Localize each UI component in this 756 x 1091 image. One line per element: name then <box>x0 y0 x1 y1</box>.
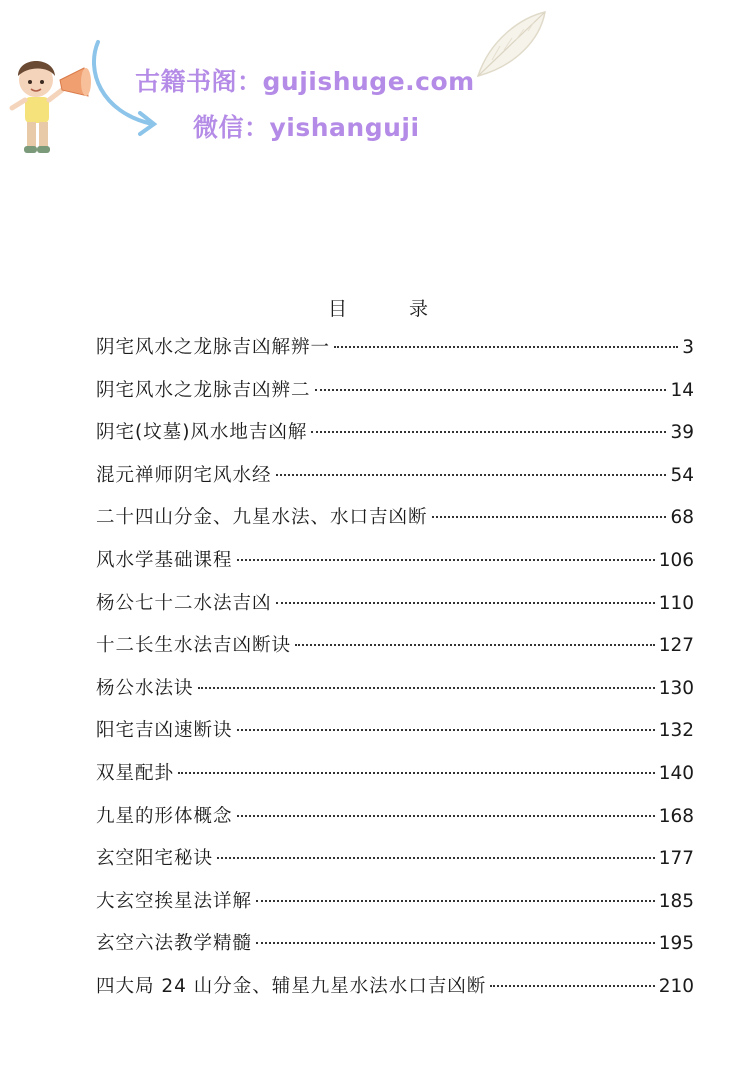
toc-entry-title: 阴宅(坟墓)风水地吉凶解 <box>96 422 308 444</box>
dot-leader <box>311 431 666 433</box>
dot-leader <box>198 687 655 689</box>
toc-entry[interactable] <box>96 333 694 376</box>
dot-leader <box>315 389 667 391</box>
toc-entry-title: 风水学基础课程 <box>96 549 233 571</box>
dot-leader <box>295 644 655 646</box>
toc-entry[interactable] <box>96 589 694 632</box>
toc-heading-right: 录 <box>409 298 429 320</box>
toc-heading-left: 目 <box>327 298 347 320</box>
dot-leader <box>490 985 654 987</box>
toc-entry-page: 177 <box>658 848 694 870</box>
toc-entry-title: 阳宅吉凶速断诀 <box>96 720 233 742</box>
toc-entry-page: 185 <box>658 890 694 912</box>
toc-entry-title: 大玄空挨星法详解 <box>96 890 253 912</box>
watermark <box>0 0 560 170</box>
toc-entry-title: 玄空阳宅秘诀 <box>96 848 214 870</box>
toc-entry[interactable] <box>96 759 694 802</box>
toc-entry-title: 混元禅师阴宅风水经 <box>96 464 272 486</box>
toc-heading <box>0 294 756 321</box>
toc-entry-page: 210 <box>658 975 694 997</box>
toc-entry-page: 127 <box>658 635 694 657</box>
toc-entry-page: 14 <box>670 379 694 401</box>
toc-entry-page: 168 <box>658 805 694 827</box>
toc-entry[interactable] <box>96 418 694 461</box>
toc-entry-title: 二十四山分金、九星水法、水口吉凶断 <box>96 507 428 529</box>
cartoon-figure-icon <box>12 61 91 153</box>
toc-list <box>96 333 694 1015</box>
toc-entry-page: 39 <box>670 422 694 444</box>
toc-entry[interactable] <box>96 887 694 930</box>
dot-leader <box>237 729 655 731</box>
toc-entry-page: 130 <box>658 677 694 699</box>
toc-entry[interactable] <box>96 802 694 845</box>
toc-entry[interactable] <box>96 376 694 419</box>
leaf-icon <box>478 12 545 76</box>
toc-entry-page: 132 <box>658 720 694 742</box>
toc-entry[interactable] <box>96 716 694 759</box>
toc-entry[interactable] <box>96 674 694 717</box>
toc-entry[interactable] <box>96 929 694 972</box>
toc-entry-title: 杨公水法诀 <box>96 677 194 699</box>
toc-entry-page: 140 <box>658 762 694 784</box>
toc-entry[interactable] <box>96 631 694 674</box>
watermark-wechat-text: 微信：yishanguji <box>193 113 420 142</box>
toc-entry-page: 3 <box>682 337 694 358</box>
toc-entry[interactable] <box>96 972 694 1015</box>
toc-entry[interactable] <box>96 503 694 546</box>
toc-entry-title: 杨公七十二水法吉凶 <box>96 592 272 614</box>
toc-entry[interactable] <box>96 844 694 887</box>
watermark-site-text: 古籍书阁：gujishuge.com <box>135 67 475 96</box>
toc-entry-page: 195 <box>658 933 694 955</box>
dot-leader <box>256 900 655 902</box>
dot-leader <box>178 772 655 774</box>
dot-leader <box>256 942 655 944</box>
toc-entry-title: 四大局 24 山分金、辅星九星水法水口吉凶断 <box>96 975 487 997</box>
toc-entry-title: 双星配卦 <box>96 762 175 784</box>
dot-leader <box>237 815 655 817</box>
toc-entry-page: 68 <box>670 507 694 529</box>
dot-leader <box>432 516 667 518</box>
toc-entry-page: 54 <box>670 464 694 486</box>
toc-entry-page: 106 <box>658 549 694 571</box>
toc-entry[interactable] <box>96 546 694 589</box>
dot-leader <box>334 346 678 348</box>
toc-entry-title: 玄空六法教学精髓 <box>96 933 253 955</box>
dot-leader <box>276 602 655 604</box>
toc-entry-title: 十二长生水法吉凶断诀 <box>96 635 292 657</box>
dot-leader <box>276 474 667 476</box>
toc-entry-page: 110 <box>658 592 694 614</box>
toc-entry-title: 阴宅风水之龙脉吉凶解辨一 <box>96 337 331 358</box>
dot-leader <box>217 857 655 859</box>
toc-entry-title: 九星的形体概念 <box>96 805 233 827</box>
dot-leader <box>237 559 655 561</box>
toc-entry-title: 阴宅风水之龙脉吉凶辨二 <box>96 379 311 401</box>
toc-entry[interactable] <box>96 461 694 504</box>
